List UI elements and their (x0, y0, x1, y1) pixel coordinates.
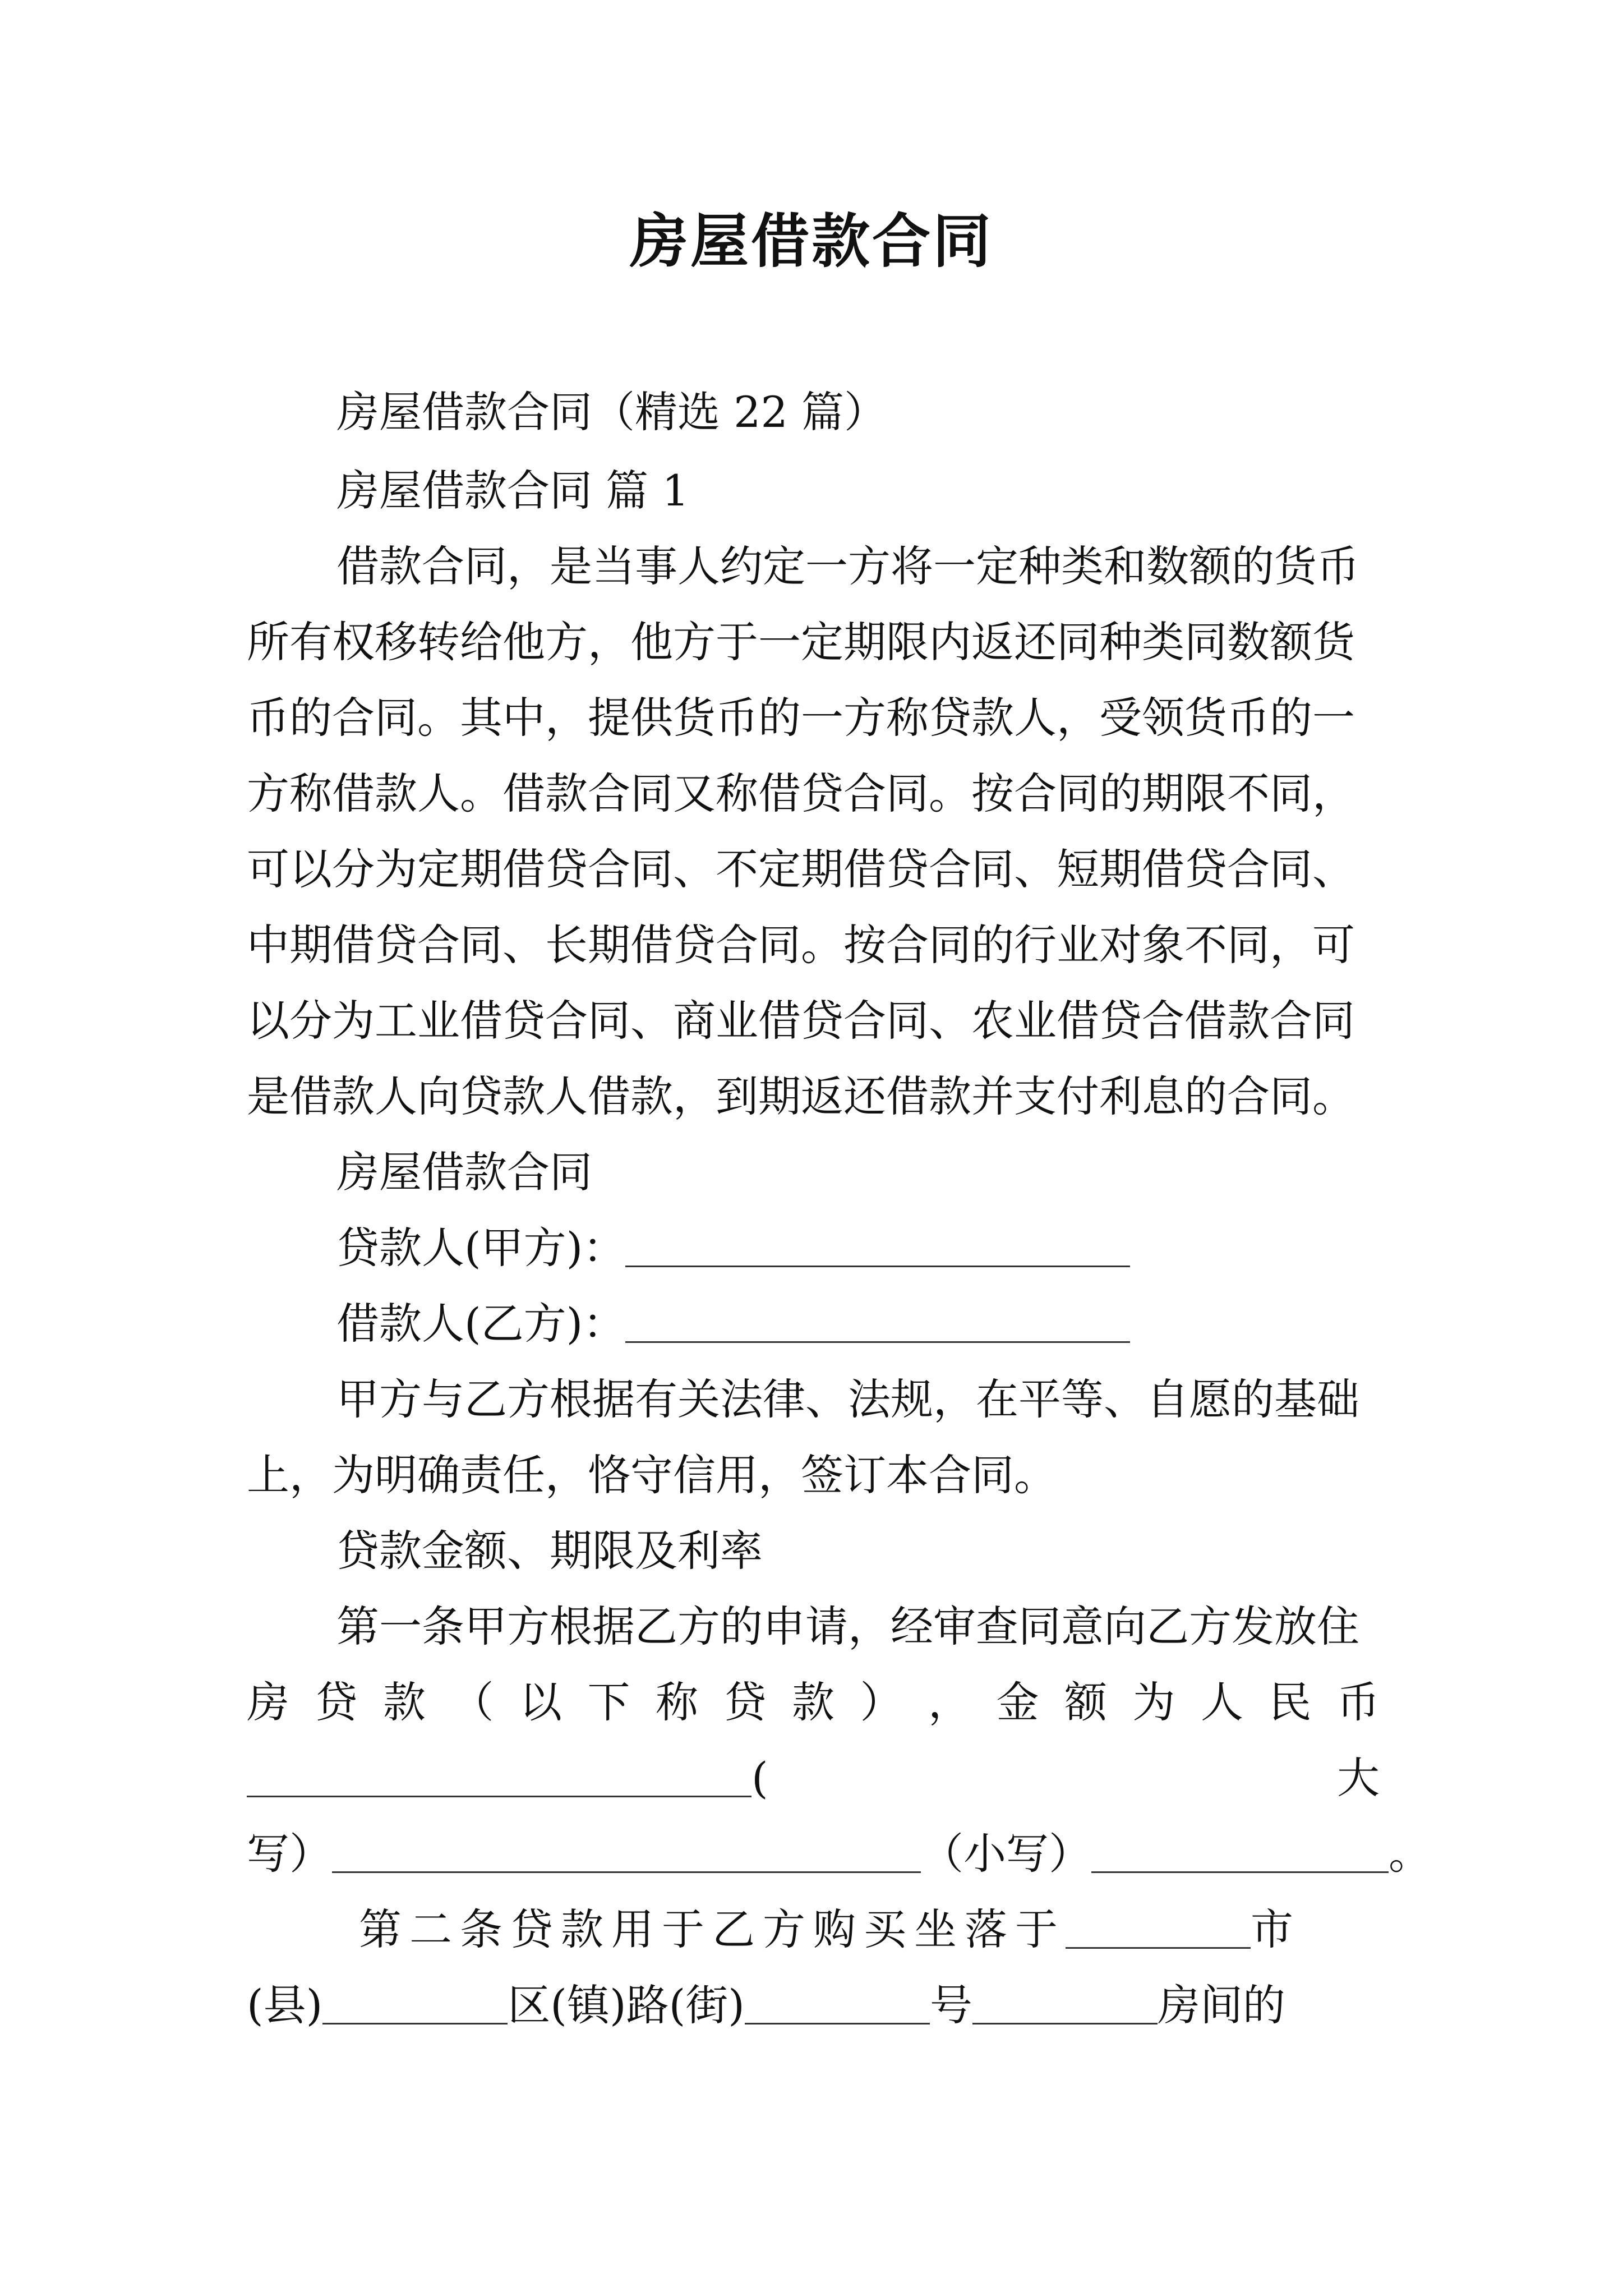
contract-heading: 房屋借款合同 (336, 1147, 592, 1197)
spread-char: 人 (1201, 1677, 1243, 1727)
paragraph-line: 方称借款人。借款合同又称借贷合同。按合同的期限不同， (247, 769, 1355, 818)
district-road-label: 区(镇)路(街) (508, 1980, 745, 2030)
spread-char: 贷 (315, 1677, 358, 1727)
spread-char: 额 (1064, 1677, 1107, 1727)
borrower-label: 借款人(乙方)： (336, 1299, 626, 1349)
room-label: 房间的 (1157, 1980, 1285, 2030)
paragraph-line: 甲方与乙方根据有关法律、法规，在平等、自愿的基础 (336, 1374, 1359, 1424)
paren-open: ( (751, 1753, 768, 1803)
document-title: 房屋借款合同 (629, 206, 993, 275)
city-label: 市 (1251, 1904, 1301, 1954)
county-blank[interactable] (322, 1982, 508, 2024)
spread-char: 币 (1337, 1677, 1380, 1727)
spread-char: 称 (656, 1677, 698, 1727)
street-blank[interactable] (745, 1982, 930, 2024)
spread-char: 金 (996, 1677, 1039, 1727)
lowercase-label: （小写） (921, 1829, 1091, 1879)
paragraph-line: 上，为明确责任，恪守信用，签订本合同。 (247, 1450, 1057, 1500)
clause-two-text: 第二条贷款用于乙方购买坐落于 (359, 1904, 1066, 1954)
spread-char: 贷 (723, 1677, 767, 1727)
paragraph-line: 中期借贷合同、长期借贷合同。按合同的行业对象不同，可 (247, 920, 1355, 970)
spread-char: 款 (792, 1677, 834, 1727)
clause-two-line (359, 1902, 1380, 1958)
lender-label: 贷款人(甲方)： (336, 1223, 626, 1273)
lender-blank[interactable] (625, 1225, 1130, 1267)
spread-char: ， (928, 1677, 971, 1727)
amount-line (247, 1750, 1380, 1806)
lowercase-amount-blank[interactable] (1091, 1831, 1389, 1873)
clause-heading: 贷款金额、期限及利率 (336, 1526, 763, 1576)
paragraph-line: 币的合同。其中，提供货币的一方称贷款人，受领货币的一 (247, 693, 1355, 743)
uppercase-char: 大 (1337, 1753, 1380, 1803)
spread-char: 下 (587, 1677, 630, 1727)
spread-char: ） (860, 1677, 903, 1727)
spread-char: 民 (1269, 1677, 1312, 1727)
amount-detail-line (247, 1826, 1431, 1882)
spread-char: 款 (383, 1677, 426, 1727)
section-heading: 房屋借款合同 篇 1 (336, 466, 689, 516)
borrower-row (336, 1296, 1380, 1352)
paragraph-line: 以分为工业借贷合同、商业借贷合同、农业借贷合借款合同 (247, 996, 1355, 1046)
subtitle-selected: 房屋借款合同（精选 22 篇） (336, 387, 887, 437)
county-label: (县) (247, 1980, 323, 2030)
paragraph-line: 可以分为定期借贷合同、不定期借贷合同、短期借贷合同、 (247, 844, 1355, 894)
spread-line (247, 1674, 1380, 1731)
spread-char: 以 (519, 1677, 562, 1727)
borrower-blank[interactable] (625, 1301, 1130, 1343)
city-blank[interactable] (1066, 1907, 1251, 1949)
paragraph-line: 借款合同，是当事人约定一方将一定种类和数额的货币 (336, 541, 1359, 591)
paragraph-line: 第一条甲方根据乙方的申请，经审查同意向乙方发放住 (336, 1602, 1359, 1651)
room-blank[interactable] (972, 1982, 1158, 2024)
spread-char: 为 (1132, 1677, 1175, 1727)
spread-char: 房 (247, 1677, 289, 1727)
lender-row (336, 1220, 1380, 1276)
period-mark: 。 (1389, 1829, 1431, 1879)
number-label: 号 (929, 1980, 972, 2030)
amount-blank[interactable] (247, 1755, 751, 1797)
amount-left (247, 1750, 768, 1806)
paragraph-line: 所有权移转给他方，他方于一定期限内返还同种类同数额货 (247, 617, 1355, 667)
spread-char: （ (451, 1677, 494, 1727)
paragraph-line: 是借款人向贷款人借款，到期返还借款并支付利息的合同。 (247, 1071, 1355, 1121)
address-line (247, 1977, 1380, 2033)
uppercase-amount-blank[interactable] (332, 1831, 921, 1873)
uppercase-label: 写） (247, 1829, 332, 1879)
